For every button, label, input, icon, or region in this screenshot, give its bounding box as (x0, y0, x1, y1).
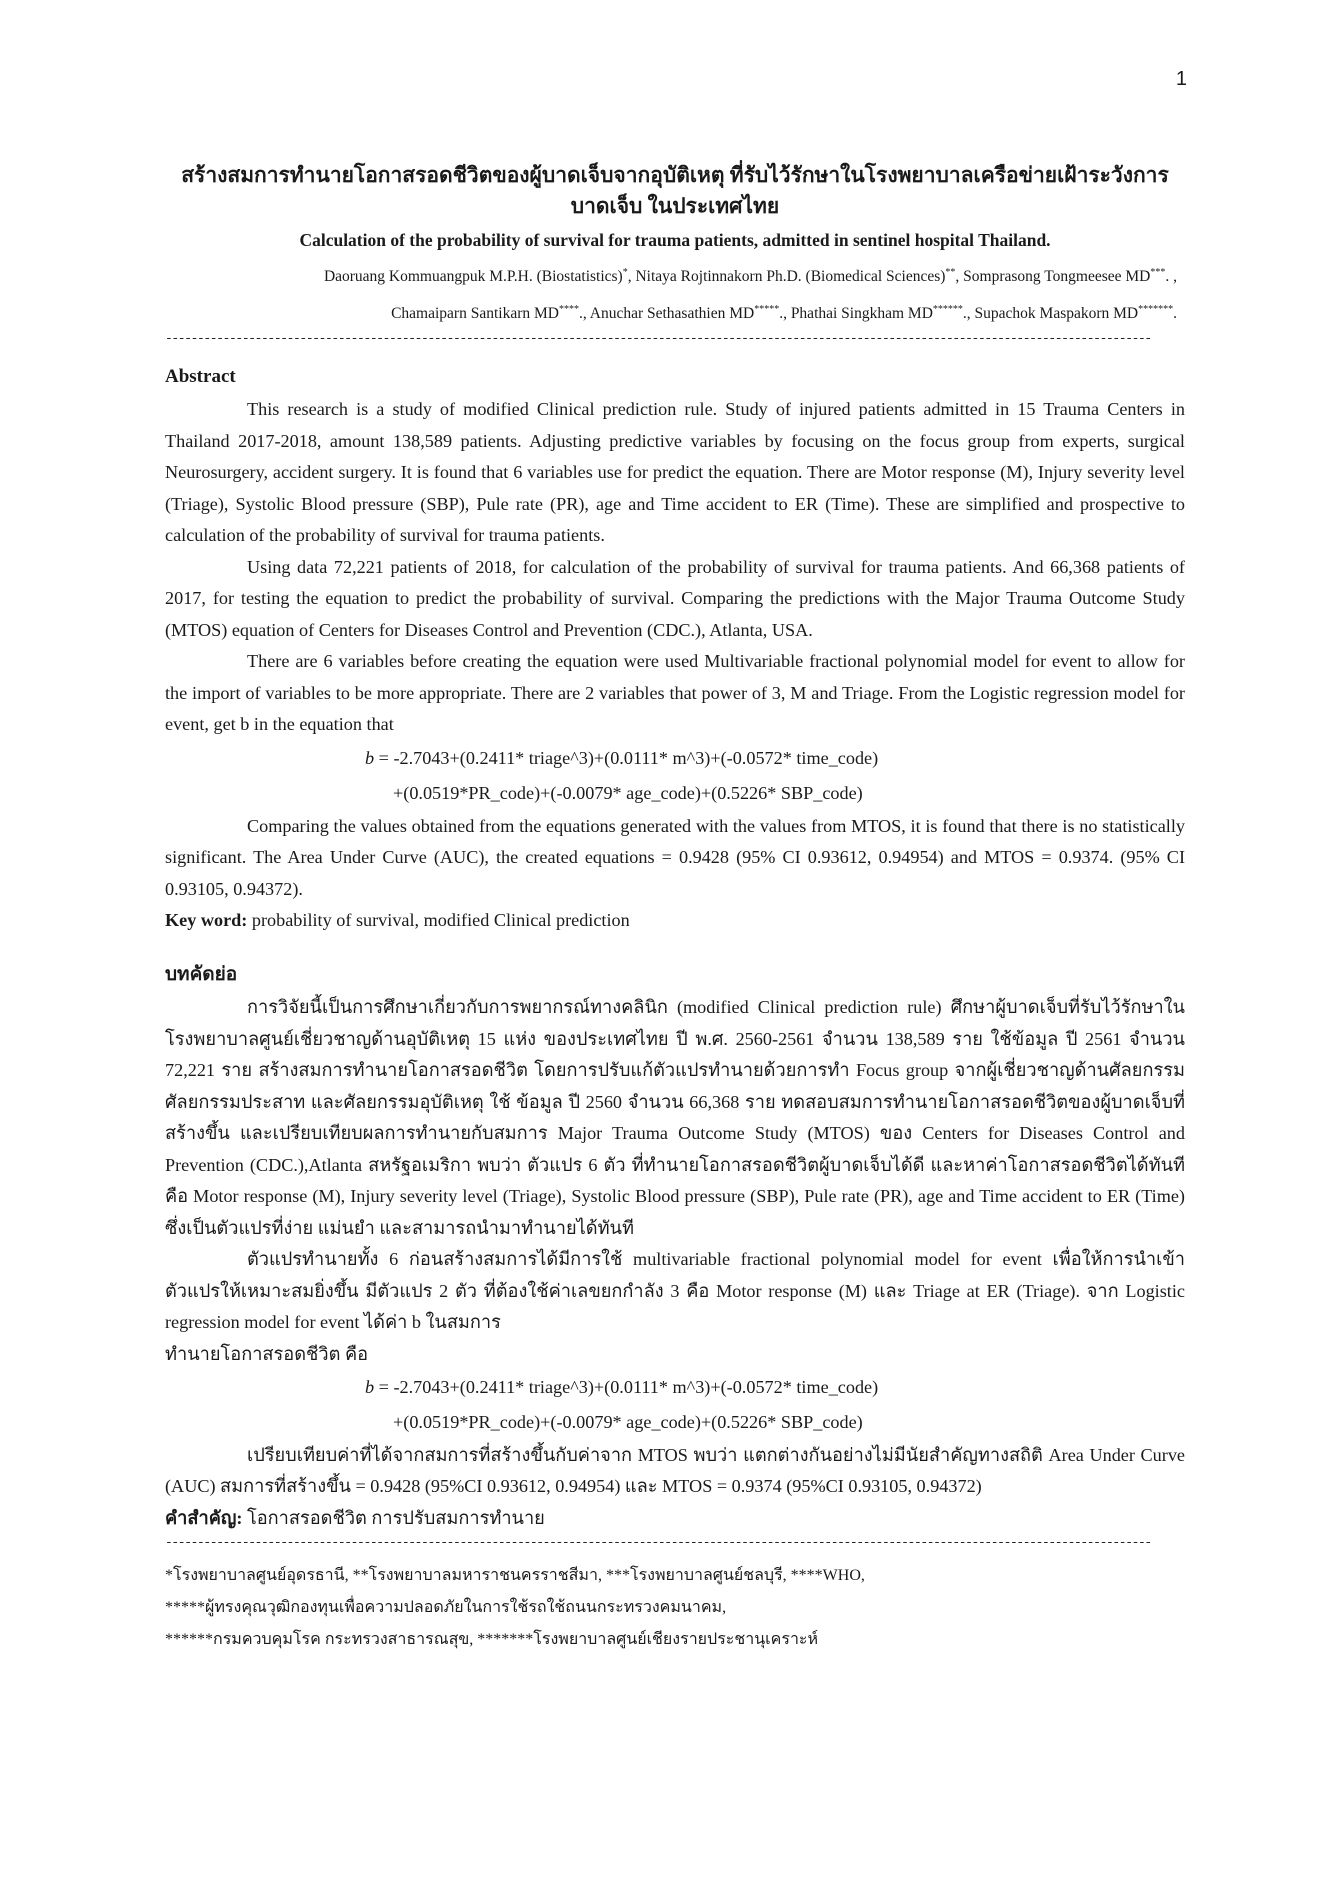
author-name: Anuchar Sethasathien MD (589, 305, 755, 323)
author-name: Nitaya Rojtinnakorn Ph.D. (Biomedical Sciences) (635, 268, 946, 286)
author-mark: * (622, 267, 628, 278)
author-name: Phathai Singkham MD (790, 305, 933, 323)
thai-abstract-heading: บทคัดย่อ (165, 964, 238, 986)
author-separator: , (627, 268, 636, 286)
abstract-paragraph: Using data 72,221 patients of 2018, for calculation of the probability of survival for trauma patients. And 66,368 patients of 2017, for testing the equation to predict the probability of survival. Comparing the predictions with the Major Trauma Outcome Study (MTOS) equation of Centers for Diseases Control and Prevention (CDC.), Atlanta, USA. (165, 556, 1185, 640)
thai-abstract-paragraph: การวิจัยนี้เป็นการศึกษาเกี่ยวกับการพยากรณ์ทางคลินิก (modified Clinical prediction rule) ศึกษาผู้บาดเจ็บที่รับไว้รักษาในโรงพยาบาลศูนย์เชี่ยวชาญด้านอุบัติเหตุ 15 แห่ง ของประเทศไทย ปี พ.ศ. 2560-2561 จำนวน 138,589 ราย ใช้ข้อมูล ปี 2561 จำนวน 72,221 ราย สร้างสมการทำนายโอกาสรอดชีวิต โดยการปรับแก้ตัวแปรทำนายด้วยการทำ Focus group จากผู้เชี่ยวชาญด้านศัลยกรรม ศัลยกรรมประสาท และศัลยกรรมอุบัติเหตุ ใช้ ข้อมูล ปี 2560 จำนวน 66,368 ราย ทดสอบสมการทำนายโอกาสรอดชีวิตของผู้บาดเจ็บที่สร้างขึ้น และเปรียบเทียบผลการทำนายกับสมการ Major Trauma Outcome Study (MTOS) ของ Centers for Diseases Control and Prevention (CDC.),Atlanta สหรัฐอเมริกา พบว่า ตัวแปร 6 ตัว ที่ทำนายโอกาสรอดชีวิตผู้บาดเจ็บได้ดี และหาค่าโอกาสรอดชีวิตได้ทันที คือ Motor response (M), Injury severity level (Triage), Systolic Blood pressure (SBP), Pule rate (PR), age and Time accident to ER (Time) ซึ่งเป็นตัวแปรที่ง่าย แม่นยำ และสามารถนำมาทำนายได้ทันที (165, 997, 1185, 1238)
author-separator: . , (1165, 268, 1177, 286)
author-name: Supachok Maspakorn MD (974, 305, 1139, 323)
dashed-divider: ---------------------------------------------------------------------------------------------------------------------------------------------------------- (165, 331, 1151, 347)
abstract-paragraph: There are 6 variables before creating the equation were used Multivariable fractional polynomial model for event to allow for the import of variables to be more appropriate. There are 2 variables that power of 3, M and Triage. From the Logistic regression model for event, get b in the equation that (165, 651, 1185, 735)
author-separator: , (955, 268, 964, 286)
author-mark: ***** (754, 304, 780, 316)
abstract-paragraph: This research is a study of modified Clinical prediction rule. Study of injured patients admitted in 15 Trauma Centers in Thailand 2017-2018, amount 138,589 patients. Adjusting predictive variables by focusing on the focus group from experts, surgical Neurosurgery, accident surgery. It is found that 6 variables use for predict the equation. There are Motor response (M), Injury severity level (Triage), Systolic Blood pressure (SBP), Pule rate (PR), age and Time accident to ER (Time). These are simplified and prospective to calculation of the probability of survival for trauma patients. (165, 399, 1185, 546)
equation-line: +(0.0519*PR_code)+(-0.0079* age_code)+(0.5226* SBP_code) (393, 782, 863, 803)
author-separator: ., (779, 305, 791, 323)
author-mark: ******* (1138, 304, 1174, 316)
author-separator: ., (578, 305, 590, 323)
english-title: Calculation of the probability of survival for trauma patients, admitted in sentinel hospital Thailand. (299, 230, 1051, 250)
abstract-paragraph: Comparing the values obtained from the equations generated with the values from MTOS, it is found that there is no statistically significant. The Area Under Curve (AUC), the created equations = 0.9428 (95% CI 0.93612, 0.94954) and MTOS = 0.9374. (95% CI 0.93105, 0.94372). (165, 815, 1185, 899)
author-list (165, 256, 1185, 330)
author-name: Daoruang Kommuangpuk M.P.H. (Biostatistics) (323, 268, 623, 286)
keywords-text: โอกาสรอดชีวิต การปรับสมการทำนาย (242, 1507, 545, 1528)
thai-abstract-paragraph: เปรียบเทียบค่าที่ได้จากสมการที่สร้างขึ้นกับค่าจาก MTOS พบว่า แตกต่างกันอย่างไม่มีนัยสำคัญทางสถิติ Area Under Curve (AUC) สมการที่สร้างขึ้น = 0.9428 (95%CI 0.93612, 0.94954) และ MTOS = 0.9374 (95%CI 0.93105, 0.94372) (165, 1444, 1185, 1497)
author-separator: ., (962, 305, 975, 323)
keywords-text: probability of survival, modified Clinical prediction (247, 910, 630, 931)
paper-content (165, 160, 1185, 1656)
thai-abstract-line: ทำนายโอกาสรอดชีวิต คือ (165, 1343, 369, 1364)
page-number: 1 (1175, 68, 1187, 90)
thai-abstract-paragraph: ตัวแปรทำนายทั้ง 6 ก่อนสร้างสมการได้มีการใช้ multivariable fractional polynomial model for event เพื่อให้การนำเข้าตัวแปรให้เหมาะสมยิ่งขึ้น มีตัวแปร 2 ตัว ที่ต้องใช้ค่าเลขยกกำลัง 3 คือ Motor response (M) และ Triage at ER (Triage). จาก Logistic regression model for event ได้ค่า b ในสมการ (165, 1249, 1185, 1333)
author-mark: *** (1150, 267, 1166, 278)
equation-line (165, 741, 1185, 776)
equation-variable: b (365, 1376, 375, 1397)
equation-variable: b (365, 747, 375, 768)
equation-text: = -2.7043+(0.2411* triage^3)+(0.0111* m^3)+(-0.0572* time_code) (374, 747, 879, 768)
equation-text: = -2.7043+(0.2411* triage^3)+(0.0111* m^3)+(-0.0572* time_code) (374, 1376, 879, 1397)
thai-keywords (165, 1503, 1185, 1534)
author-name: Somprasong Tongmeesee MD (963, 268, 1151, 286)
thai-title: สร้างสมการทำนายโอกาสรอดชีวิตของผู้บาดเจ็บจากอุบัติเหตุ ที่รับไว้รักษาในโรงพยาบาลเครือข่ายเฝ้าระวังการบาดเจ็บ ในประเทศไทย (181, 163, 1169, 218)
author-mark: ****** (932, 304, 963, 316)
footnote: *โรงพยาบาลศูนย์อุดรธานี, **โรงพยาบาลมหาราชนครราชสีมา, ***โรงพยาบาลศูนย์ชลบุรี, ****WHO, (165, 1566, 865, 1584)
author-mark: **** (558, 304, 579, 316)
author-name: Chamaiparn Santikarn MD (391, 305, 559, 323)
keywords (165, 905, 1185, 936)
author-mark: ** (945, 267, 956, 278)
equation-line: +(0.0519*PR_code)+(-0.0079* age_code)+(0.5226* SBP_code) (393, 1411, 863, 1432)
author-separator: . (1173, 305, 1177, 323)
keywords-label: คำสำคัญ: (165, 1507, 243, 1528)
footnotes (165, 1560, 1185, 1656)
keywords-label: Key word: (165, 910, 248, 931)
footnote: ******กรมควบคุมโรค กระทรวงสาธารณสุข, *******โรงพยาบาลศูนย์เชียงรายประชานุเคราะห์ (165, 1630, 819, 1648)
equation-line (165, 1370, 1185, 1405)
footnote: *****ผู้ทรงคุณวุฒิกองทุนเพื่อความปลอดภัยในการใช้รถใช้ถนนกระทรวงคมนาคม, (165, 1598, 727, 1616)
dashed-divider: ---------------------------------------------------------------------------------------------------------------------------------------------------------- (165, 1534, 1151, 1550)
abstract-heading: Abstract (165, 366, 236, 388)
